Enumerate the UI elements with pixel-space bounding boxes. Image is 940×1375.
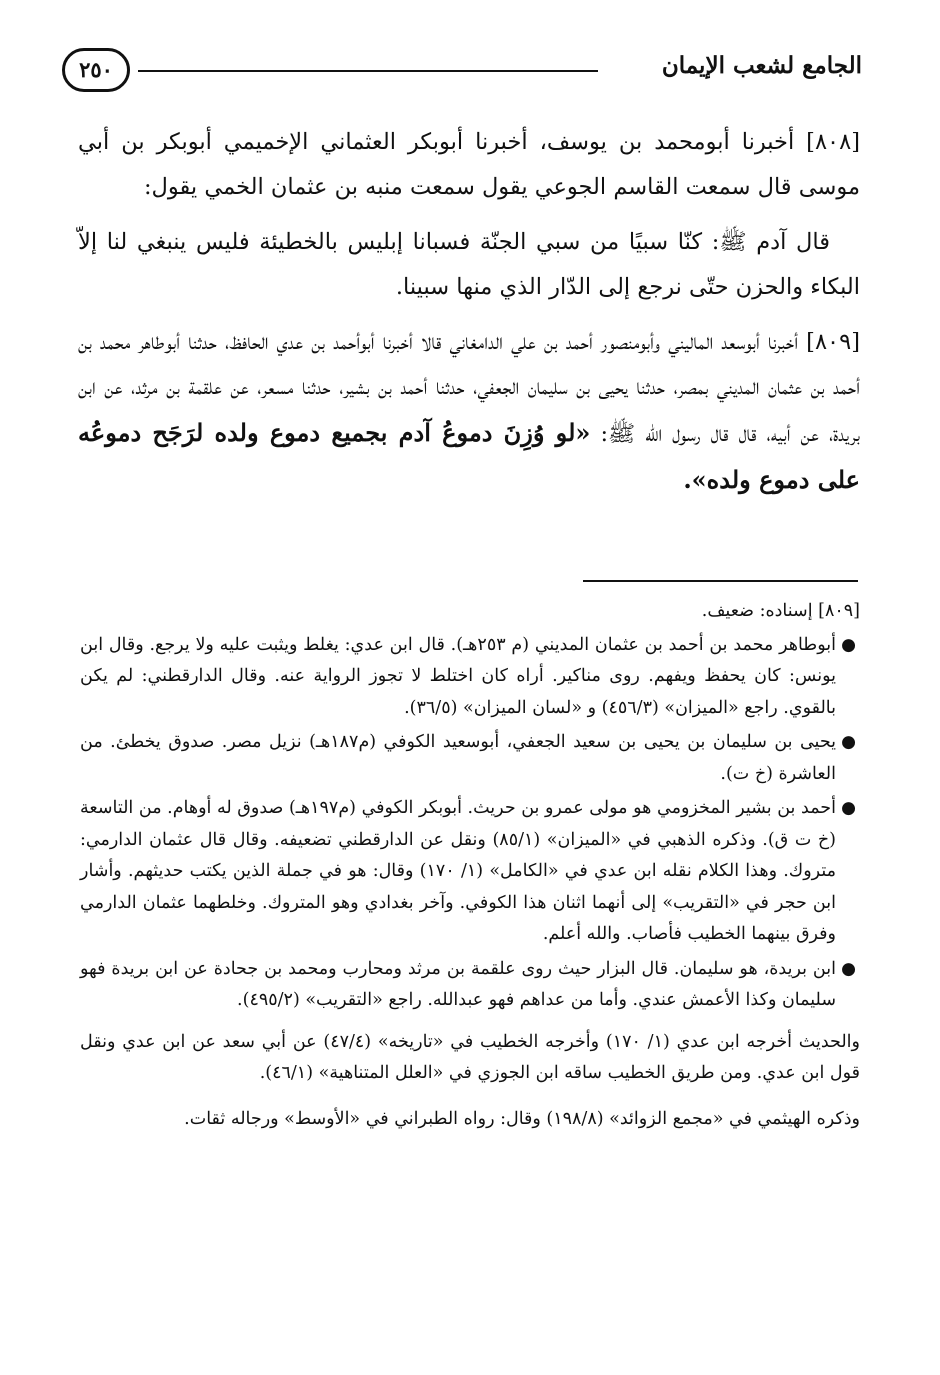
bullet-icon: ● — [841, 958, 856, 979]
book-title: الجامع لشعب الإيمان — [661, 52, 862, 79]
page-header — [62, 48, 862, 98]
narrator-note-text: أحمد بن بشير المخزومي هو مولى عمرو بن حريث. أبوبكر الكوفي (م١٩٧هـ) صدوق له أوهام. من التاسعة (خ ت ق). وذكره الذهبي في «الميزان» (٨٥/١) ونقل عن الدارقطني تضعيفه. وقال قال عثمان الدارمي: متروك. وهذا الكلام نقله ابن عدي في «الكامل» (١/ ١٧٠) وقال: هو في جملة الذين يكتب حديثهم. وأشار ابن حجر في «التقريب» إلى أنهما اثنان هذا الكوفي. وآخر بغدادي وهو المتروك. وخلطهما عثمان الدارمي وفرق بينهما الخطيب فأصاب. والله أعلم. — [80, 798, 836, 944]
narrator-note — [80, 727, 860, 790]
hadith-808-isnad: [٨٠٨] أخبرنا أبومحمد بن يوسف، أخبرنا أبوبكر العثماني الإخميمي أبوبكر بن أبي موسى قال سمعت القاسم الجوعي يقول سمعت منبه بن عثمان الخمي يقول: — [78, 129, 860, 200]
takhrij-note: والحديث أخرجه ابن عدي (١/ ١٧٠) وأخرجه الخطيب في «تاريخه» (٤٧/٤) عن أبي سعد عن ابن عدي ونقل قول ابن عدي. ومن طريق الخطيب ساقه ابن الجوزي في «العلل المتناهية» (٤٦/١). — [80, 1031, 860, 1083]
footnotes — [80, 596, 860, 1135]
narrator-note — [80, 630, 860, 725]
narrator-note-text: ابن بريدة، هو سليمان. قال البزار حيث روى علقمة بن مرثد ومحارب ومحمد بن جحادة عن ابن بريدة فهو سليمان وكذا الأعمش عندي. وأما من عداهم فهو عبدالله. راجع «التقريب» (٤٩٥/٢). — [80, 958, 836, 1010]
narrator-list — [80, 630, 860, 1017]
narrator-note-text: يحيى بن سليمان بن يحيى بن سعيد الجعفي، أبوسعيد الكوفي (م١٨٧هـ) نزيل مصر. صدوق يخطئ. من العاشرة (خ ت). — [80, 732, 836, 784]
bullet-icon: ● — [841, 798, 856, 818]
bullet-icon: ● — [841, 732, 856, 752]
narrator-note — [80, 954, 860, 1017]
footnote-separator — [583, 580, 858, 582]
footnote-isnad-grade: [٨٠٩] إسناده: ضعيف. — [701, 601, 860, 621]
page-number: ٢٥٠ — [62, 48, 130, 92]
narrator-note — [80, 793, 860, 951]
main-text — [78, 120, 860, 514]
hadith-809-isnad: [٨٠٩] أخبرنا أبوسعد الماليني وأبومنصور أحمد بن علي الدامغاني قالا أخبرنا أبوأحمد بن عدي الحافظ، حدثنا أبوطاهر محمد بن أحمد بن عثمان المديني بمصر، حدثنا يحيى بن سليمان الجعفي، حدثنا أحمد بن بشير، حدثنا مسعر، عن علقمة بن مرثد، عن ابن بريدة، عن أبيه، قال قال رسول الله ﷺ: — [78, 329, 860, 447]
haythami-note: وذكره الهيثمي في «مجمع الزوائد» (١٩٨/٨) وقال: رواه الطبراني في «الأوسط» ورجاله ثقات. — [184, 1108, 860, 1129]
header-rule — [138, 70, 598, 72]
hadith-809 — [78, 320, 860, 504]
bullet-icon: ● — [841, 634, 856, 655]
hadith-809-matn: «لو وُزِنَ دموعُ آدم بجميع دموع ولده لرَجَح دموعُه على دموع ولده». — [78, 418, 860, 494]
narrator-note-text: أبوطاهر محمد بن أحمد بن عثمان المديني (م ٢٥٣هـ). قال ابن عدي: يغلط ويثبت عليه ولا يرجع. وقال ابن يونس: كان يحفظ ويفهم. روى مناكير. أراه كان اختلط لا تجوز الرواية عنه. وقال الدارقطني: لم يكن بالقوي. راجع «الميزان» (٤٥٦/٣) و «لسان الميزان» (٣٦/٥). — [80, 634, 836, 718]
hadith-808-text: قال آدم ﷺ: كنّا سبيًا من سبي الجنّة فسبانا إبليس بالخطيئة فليس ينبغي لنا إلاّ البكاء والحزن حتّى نرجع إلى الدّار الذي منها سبينا. — [78, 229, 860, 300]
